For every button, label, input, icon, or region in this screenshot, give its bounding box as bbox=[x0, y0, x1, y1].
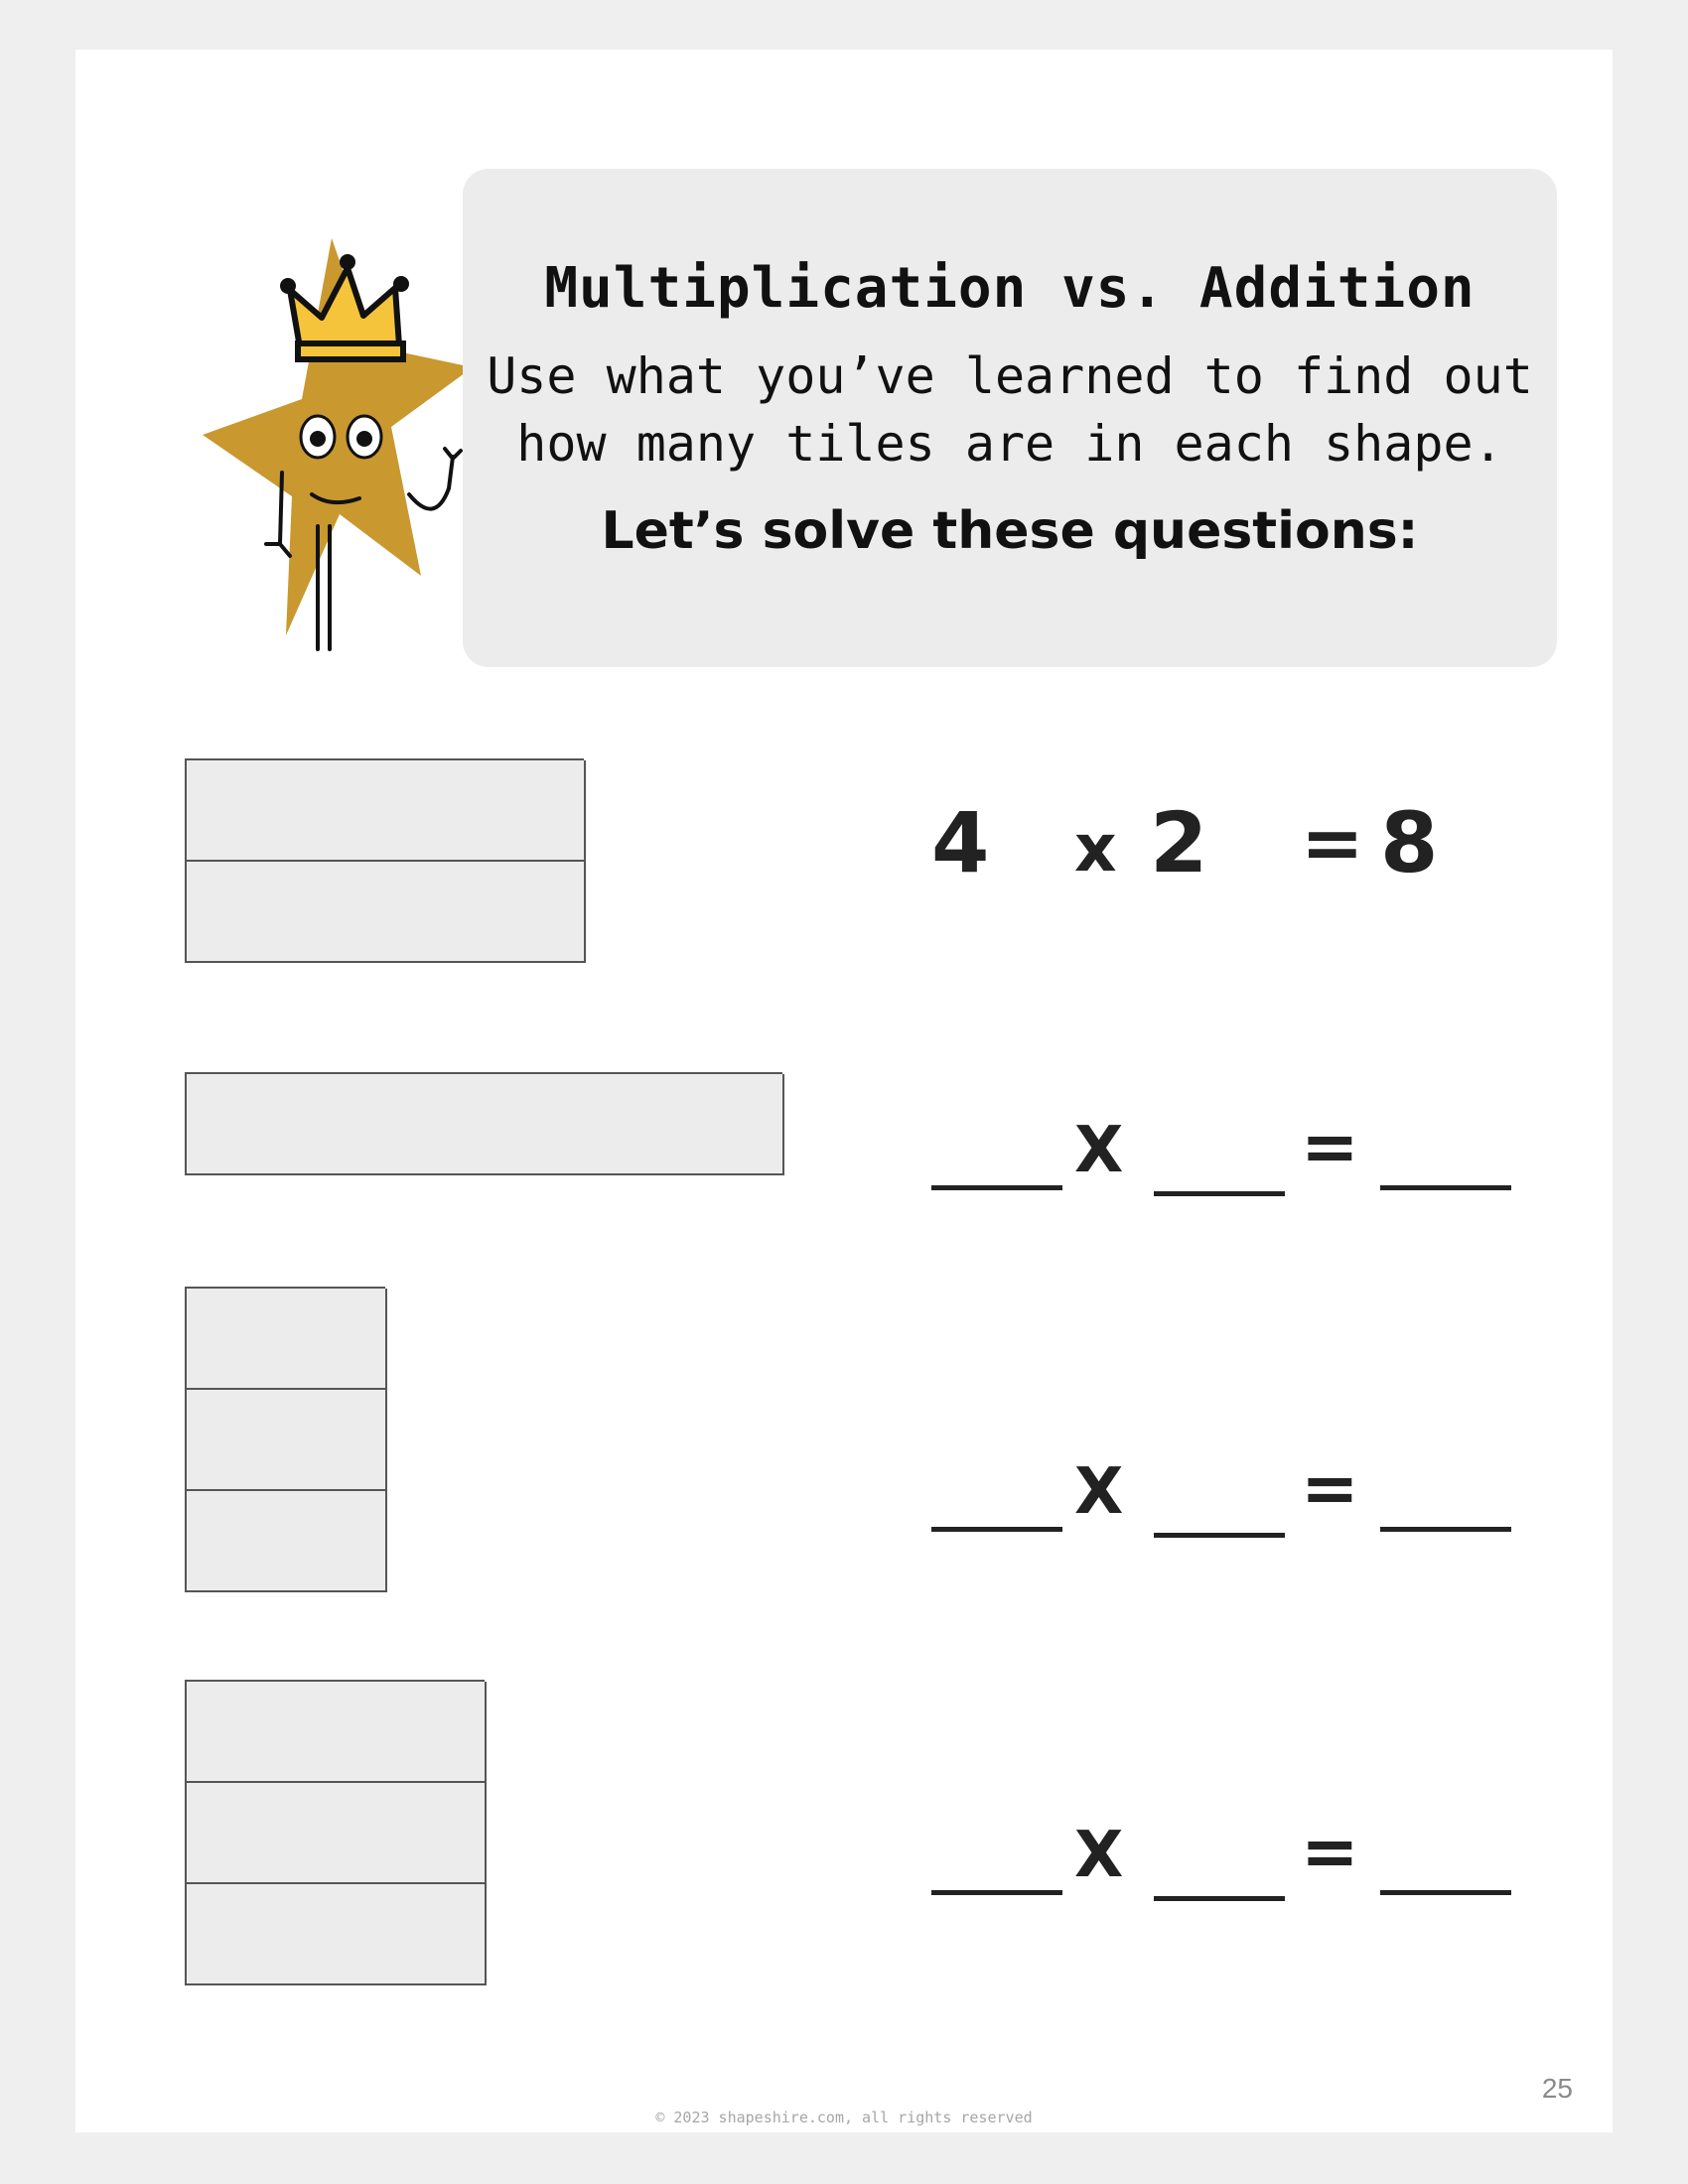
tile bbox=[286, 1390, 387, 1491]
tile bbox=[385, 1884, 487, 1985]
tile bbox=[286, 1289, 387, 1390]
tile bbox=[187, 1074, 288, 1175]
multiply-sign: X bbox=[1074, 1819, 1124, 1892]
tile bbox=[187, 1491, 288, 1592]
tile-shape-1 bbox=[185, 758, 584, 963]
tile bbox=[286, 1884, 387, 1985]
tile bbox=[485, 760, 586, 862]
product: 8 bbox=[1380, 794, 1439, 891]
instruction-line-2: how many tiles are in each shape. bbox=[516, 415, 1503, 473]
tile-shape-3 bbox=[185, 1287, 385, 1592]
answer-blank-b[interactable] bbox=[1154, 1191, 1285, 1196]
answer-blank-b[interactable] bbox=[1154, 1896, 1285, 1901]
page-number: 25 bbox=[1541, 2073, 1573, 2104]
equals-sign: = bbox=[1301, 1811, 1359, 1892]
tile bbox=[286, 760, 387, 862]
tile bbox=[683, 1074, 784, 1175]
tile bbox=[385, 1074, 487, 1175]
tile bbox=[286, 862, 387, 963]
tile-shape-4 bbox=[185, 1680, 485, 1985]
equation-row-2 bbox=[931, 1074, 1547, 1187]
answer-blank-a[interactable] bbox=[931, 1890, 1062, 1895]
equals-sign: = bbox=[1301, 1106, 1359, 1187]
tile bbox=[187, 760, 288, 862]
tile-shape-2 bbox=[185, 1072, 782, 1175]
tile bbox=[187, 1783, 288, 1884]
tile bbox=[187, 1682, 288, 1783]
tile bbox=[584, 1074, 685, 1175]
tile bbox=[485, 1074, 586, 1175]
instruction-text bbox=[463, 342, 1557, 478]
tile bbox=[385, 1783, 487, 1884]
tile bbox=[385, 862, 487, 963]
equation-row-3 bbox=[931, 1416, 1547, 1529]
multiply-sign: X bbox=[1074, 1114, 1124, 1187]
tile bbox=[187, 1390, 288, 1491]
answer-blank-b[interactable] bbox=[1154, 1533, 1285, 1538]
tile bbox=[286, 1682, 387, 1783]
tile bbox=[187, 1884, 288, 1985]
tile bbox=[187, 862, 288, 963]
equals-sign: = bbox=[1301, 1447, 1359, 1529]
answer-blank-result[interactable] bbox=[1380, 1185, 1511, 1190]
factor-b: 2 bbox=[1150, 794, 1208, 891]
instruction-line-1: Use what you’ve learned to find out bbox=[487, 347, 1533, 405]
page-title: Multiplication vs. Addition bbox=[544, 256, 1476, 321]
tile bbox=[187, 1289, 288, 1390]
answer-blank-result[interactable] bbox=[1380, 1527, 1511, 1532]
copyright-notice: © 2023 shapeshire.com, all rights reserved bbox=[655, 2109, 1033, 2126]
tile bbox=[385, 760, 487, 862]
multiply-sign: x bbox=[1074, 810, 1117, 887]
answer-blank-a[interactable] bbox=[931, 1527, 1062, 1532]
equation-row-1 bbox=[931, 794, 1547, 903]
instruction-box bbox=[463, 169, 1557, 667]
tile bbox=[286, 1074, 387, 1175]
star-king-mascot-icon bbox=[153, 228, 471, 665]
equals-sign: = bbox=[1301, 798, 1364, 887]
tile bbox=[385, 1682, 487, 1783]
tile bbox=[485, 862, 586, 963]
factor-a: 4 bbox=[931, 794, 990, 891]
tile bbox=[286, 1783, 387, 1884]
worksheet-page bbox=[75, 50, 1613, 2132]
multiply-sign: X bbox=[1074, 1455, 1124, 1529]
answer-blank-a[interactable] bbox=[931, 1185, 1062, 1190]
answer-blank-result[interactable] bbox=[1380, 1890, 1511, 1895]
tile bbox=[286, 1491, 387, 1592]
solve-prompt: Let’s solve these questions: bbox=[601, 501, 1419, 561]
equation-row-4 bbox=[931, 1779, 1547, 1892]
